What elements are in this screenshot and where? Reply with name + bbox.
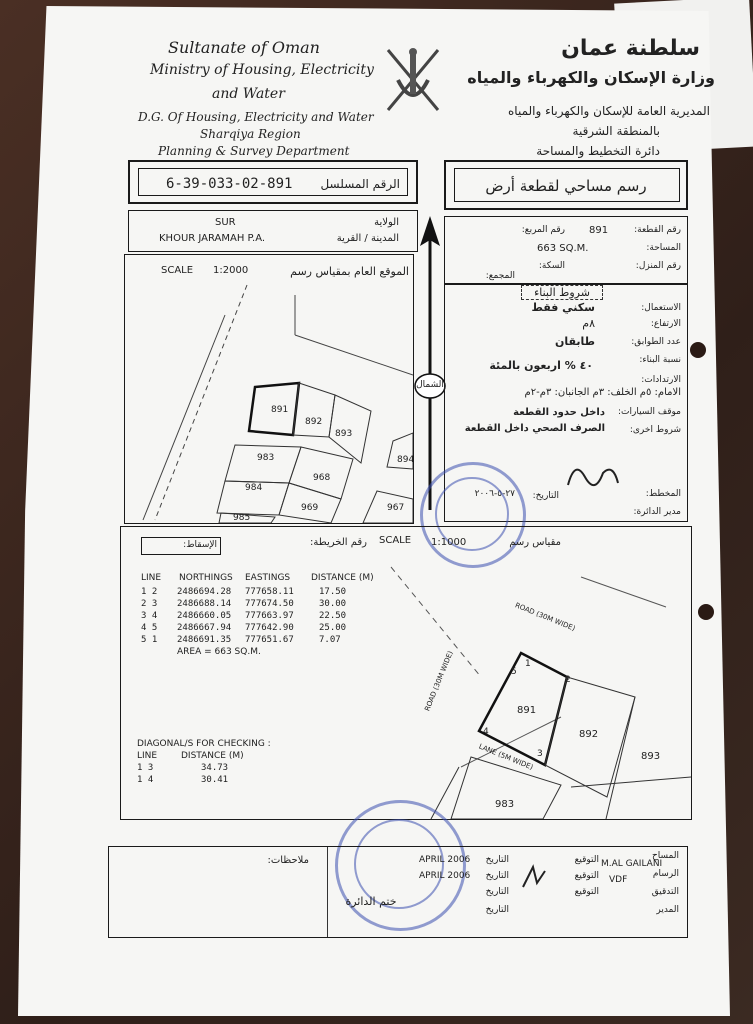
footer-sign-label: التوقيع (574, 855, 599, 865)
plot-no-value: 891 (589, 225, 609, 236)
footer-date-label: التاريخ (485, 855, 509, 865)
serial-box (128, 160, 418, 204)
row-line: 2 3 (141, 599, 158, 609)
row-line: 1 2 (141, 587, 158, 597)
row-easting: 777658.11 (245, 587, 294, 597)
row-line: 3 4 (141, 611, 158, 621)
square-label: رقم المربع: (521, 225, 565, 235)
planner-signature-icon (563, 455, 623, 495)
diag-row-line: 1 3 (137, 763, 154, 773)
diag-col-line: LINE (137, 751, 158, 761)
plot-info-box (444, 216, 688, 284)
row-easting: 777642.90 (245, 623, 294, 633)
complex-label: المجمع: (485, 271, 515, 281)
site-plot-968: 968 (313, 473, 331, 483)
col-eastings: EASTINGS (245, 573, 291, 583)
row-northing: 2486667.94 (177, 623, 232, 633)
height-value: ٨م (582, 317, 595, 330)
main-plot-891: 891 (517, 705, 537, 716)
surveyor-name: M.AL GAILANI (601, 859, 663, 869)
stamp-label: ختم الدائرة (345, 895, 397, 908)
row-distance: 30.00 (319, 599, 347, 609)
diag-row-distance: 34.73 (201, 763, 229, 773)
surveyor-label: المساح (651, 851, 679, 861)
footer-date-label: التاريخ (485, 887, 509, 897)
footer-sign-label: التوقيع (574, 871, 599, 881)
row-easting: 777663.97 (245, 611, 294, 621)
header-ar-line4: بالمنطقة الشرقية (572, 124, 660, 138)
north-label: الشمال (416, 380, 444, 390)
manager-label: المدير (656, 905, 679, 915)
header-en-line2: Ministry of Housing, Electricity (150, 62, 374, 78)
village-value: KHOUR JARAMAH P.A. (159, 233, 266, 244)
ratio-label: نسبة البناء: (639, 355, 681, 365)
site-map-drawing (125, 255, 413, 523)
row-northing: 2486694.28 (177, 587, 232, 597)
parking-value: داخل حدود القطعة (513, 407, 605, 418)
site-plot-891: 891 (271, 405, 289, 415)
projection-label: الإسقاط: (183, 540, 217, 550)
serial-value: 6-39-033-02-891 (166, 176, 293, 192)
oman-emblem-icon (378, 40, 448, 120)
site-plot-894: 894 (397, 455, 415, 465)
setbacks-value: الامام: ٥م الخلف: ٣م الجانبان: ٣م-٢م (524, 387, 681, 398)
corner-1: 1 (525, 659, 531, 669)
row-distance: 25.00 (319, 623, 347, 633)
header-ar-line5: دائرة التخطيط والمساحة (536, 144, 660, 158)
site-plot-967: 967 (387, 503, 405, 513)
footer-box (108, 846, 688, 938)
col-line: LINE (141, 573, 162, 583)
col-northings: NORTHINGS (179, 573, 233, 583)
street-label: السكة: (538, 261, 565, 271)
floors-value: طابقان (554, 335, 595, 348)
height-label: الارتفاع: (650, 319, 681, 329)
header-en-line6: Planning & Survey Department (158, 144, 350, 158)
date-label: التاريخ: (532, 491, 559, 501)
row-distance: 7.07 (319, 635, 341, 645)
village-label: المدينة / القرية (336, 233, 399, 244)
document-title: رسم مساحي لقطعة أرض (485, 177, 647, 195)
site-scale-label: SCALE (161, 265, 194, 276)
plot-983: 983 (495, 799, 515, 810)
building-section-title: شروط البناء (521, 285, 603, 300)
row-northing: 2486660.05 (177, 611, 232, 621)
row-easting: 777651.67 (245, 635, 294, 645)
drafter-label: الرسام (652, 869, 679, 879)
floors-label: عدد الطوابق: (631, 337, 681, 347)
date-value: ٢٧-٥-٢٠٠٦ (474, 489, 515, 499)
planner-label: المخطط: (645, 489, 681, 499)
title-box (444, 160, 688, 210)
other-label: شروط اخرى: (629, 425, 681, 435)
row-easting: 777674.50 (245, 599, 294, 609)
diag-row-line: 1 4 (137, 775, 154, 785)
diag-col-distance: DISTANCE (M) (181, 751, 244, 761)
footer-date-label: التاريخ (485, 905, 509, 915)
ratio-value: ٤٠ % اربعون بالمئة (489, 359, 593, 372)
site-plot-893: 893 (335, 429, 353, 439)
site-plot-983: 983 (257, 453, 275, 463)
drafter-name: VDF (609, 875, 628, 885)
site-plot-984: 984 (245, 483, 263, 493)
road-label-side: ROAD (30M WIDE) (423, 649, 455, 713)
header-en-line4: D.G. Of Housing, Electricity and Water (138, 110, 374, 124)
area-total: AREA = 663 SQ.M. (177, 647, 261, 657)
survey-section (120, 526, 692, 820)
road-label-top: ROAD (30M WIDE) (513, 601, 577, 633)
plot-892: 892 (579, 729, 599, 740)
survey-scale-value: 1:1000 (431, 537, 467, 548)
lane-label: LANE (5M WIDE) (477, 742, 535, 772)
survey-scale-ar: مقياس رسم (509, 537, 561, 548)
footer-date-2: APRIL 2006 (419, 871, 471, 881)
diag-row-distance: 30.41 (201, 775, 229, 785)
setbacks-label: الارتدادات: (641, 375, 681, 385)
footer-sign-label: التوقيع (574, 887, 599, 897)
header-ar-line3: المديرية العامة للإسكان والكهرباء والمياه (508, 104, 710, 118)
remarks-label: ملاحظات: (267, 855, 309, 866)
row-line: 4 5 (141, 623, 158, 633)
plot-893: 893 (641, 751, 661, 762)
site-plot-969: 969 (301, 503, 319, 513)
header-en-line1: Sultanate of Oman (168, 38, 320, 57)
plot-no-label: رقم القطعة: (634, 225, 681, 235)
corner-2: 2 (565, 675, 571, 685)
use-value: سكني فقط (531, 301, 595, 314)
punch-hole (698, 604, 714, 620)
site-map-title: الموقع العام بمقياس رسم (290, 265, 409, 278)
corner-3: 3 (537, 749, 543, 759)
map-no-label: رقم الخريطة: (310, 537, 367, 548)
parking-label: موقف السيارات: (617, 407, 681, 417)
checker-label: التدقيق (651, 887, 679, 897)
col-distance: DISTANCE (M) (311, 573, 374, 583)
house-label: رقم المنزل: (635, 261, 681, 271)
row-line: 5 1 (141, 635, 158, 645)
serial-label: الرقم المسلسل (320, 177, 400, 191)
area-value: 663 SQ.M. (537, 243, 589, 254)
survey-plot-drawing (121, 527, 691, 819)
row-northing: 2486688.14 (177, 599, 232, 609)
punch-hole (690, 342, 706, 358)
site-plot-985: 985 (233, 513, 251, 523)
wilaya-label: الولاية (374, 217, 399, 228)
footer-date-1: APRIL 2006 (419, 855, 471, 865)
director-label: مدير الدائرة: (633, 507, 681, 517)
diag-title: DIAGONAL/S FOR CHECKING : (137, 739, 271, 749)
row-distance: 17.50 (319, 587, 347, 597)
footer-date-label: التاريخ (485, 871, 509, 881)
header-en-line3: and Water (212, 86, 285, 102)
wilaya-value: SUR (215, 217, 236, 228)
corner-4: 4 (483, 727, 489, 737)
site-map-box (124, 254, 414, 524)
location-box (128, 210, 418, 252)
row-northing: 2486691.35 (177, 635, 232, 645)
survey-scale-label: SCALE (379, 535, 412, 546)
row-distance: 22.50 (319, 611, 347, 621)
use-label: الاستعمال: (641, 303, 681, 313)
corner-5: 5 (511, 667, 517, 677)
site-scale-value: 1:2000 (213, 265, 249, 276)
site-plot-892: 892 (305, 417, 323, 427)
header-ar-line2: وزارة الإسكان والكهرباء والمياه (467, 68, 715, 87)
area-label: المساحة: (646, 243, 681, 253)
signature-icon (519, 863, 549, 893)
header-en-line5: Sharqiya Region (200, 127, 301, 141)
header-ar-line1: سلطنة عمان (561, 36, 700, 61)
other-value: الصرف الصحي داخل القطعة (464, 423, 605, 434)
